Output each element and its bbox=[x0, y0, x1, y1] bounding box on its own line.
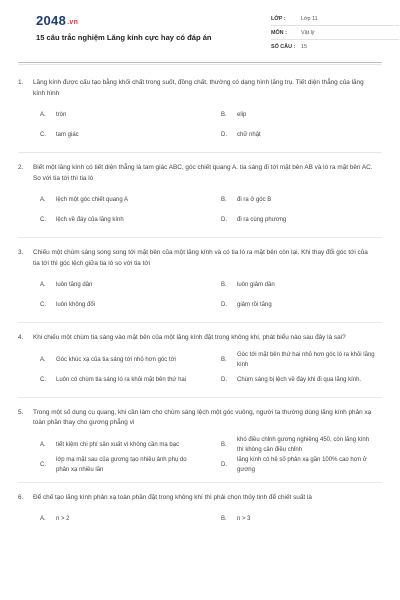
answer-option-c[interactable] bbox=[40, 126, 201, 146]
option-letter: C. bbox=[40, 376, 46, 383]
answer-option-a[interactable] bbox=[40, 276, 201, 296]
option-letter: B. bbox=[221, 441, 227, 448]
worksheet-header bbox=[18, 0, 382, 62]
option-text: khó điều chỉnh gương nghiêng 450, còn lăng kính thì không cần điều chỉnh bbox=[237, 437, 370, 453]
option-text: Góc tới mặt bên thứ hai nhỏ hơn góc ló ra khỏi lăng kính bbox=[237, 352, 375, 368]
option-letter: B. bbox=[221, 356, 227, 363]
answer-option-d[interactable] bbox=[221, 296, 382, 316]
question-separator bbox=[18, 482, 382, 483]
answer-option-b[interactable] bbox=[221, 351, 382, 371]
question-text: Để chế tạo lăng kính phản xạ toàn phần đặt trong không khí thì phải chọn thủy tinh để chiết suất là bbox=[33, 493, 312, 501]
question-separator bbox=[18, 152, 382, 153]
option-letter: A. bbox=[40, 197, 46, 204]
question-stem bbox=[18, 333, 382, 344]
question-3 bbox=[18, 248, 382, 323]
answer-option-a[interactable] bbox=[40, 106, 201, 126]
answer-option-a[interactable] bbox=[40, 191, 201, 211]
option-letter: A. bbox=[40, 441, 46, 448]
option-text: giảm rồi tăng bbox=[237, 302, 272, 309]
option-text: tiết kiệm chi phí sản xuất vì không cần mạ bạc bbox=[56, 441, 180, 448]
question-stem bbox=[18, 493, 382, 504]
meta-label: MÔN : bbox=[271, 29, 287, 36]
option-text: Chùm sáng bị lệch về đáy khi đi qua lăng kính. bbox=[237, 376, 362, 383]
question-number: 5. bbox=[18, 408, 24, 416]
option-letter: B. bbox=[221, 516, 227, 523]
meta-value: Lớp 11 bbox=[301, 15, 318, 22]
answer-option-c[interactable] bbox=[40, 456, 201, 476]
answer-options bbox=[18, 436, 382, 476]
option-text: đi ra ở góc B bbox=[237, 197, 272, 204]
question-separator bbox=[18, 322, 382, 323]
answer-option-b[interactable] bbox=[221, 436, 382, 456]
question-6 bbox=[18, 493, 382, 531]
question-separator bbox=[18, 397, 382, 398]
question-text: Lăng kính được cấu tạo bằng khối chất trong suốt, đồng chất, thường có dạng hình lăng trụ. Tiết diện thẳng của lăng kính hình bbox=[33, 79, 364, 97]
option-text: lớp mạ mặt sau của gương tạo nhiều ảnh phụ do phản xạ nhiều lần bbox=[56, 457, 187, 473]
option-text: lăng kính có hệ số phản xạ gần 100% cao hơn ở gương bbox=[237, 457, 367, 473]
option-text: đi ra cùng phương bbox=[237, 217, 287, 224]
option-text: chữ nhật bbox=[237, 132, 261, 139]
option-text: n > 2 bbox=[56, 516, 70, 523]
question-text: Trong một số dụng cụ quang, khi cần làm cho chùm sáng lệch một góc vuông, người ta thường dùng lăng kính phản xạ toàn phần thay cho gương phẳng vì bbox=[33, 408, 372, 426]
question-5 bbox=[18, 408, 382, 483]
header-divider bbox=[18, 62, 382, 63]
meta-value: 15 bbox=[301, 43, 307, 50]
option-letter: B. bbox=[221, 197, 227, 204]
option-letter: A. bbox=[40, 356, 46, 363]
answer-option-a[interactable] bbox=[40, 436, 201, 456]
answer-option-b[interactable] bbox=[221, 276, 382, 296]
meta-label: LỚP : bbox=[271, 15, 286, 22]
question-text: Biết một lăng kính có tiết diện thẳng là tam giác ABC, góc chiết quang A. tia sáng đi tới mặt bên AB và ló ra mặt bên AC. So với tia tới thì tia ló bbox=[33, 164, 373, 182]
option-text: tròn bbox=[56, 112, 67, 119]
answer-options bbox=[18, 351, 382, 391]
option-text: lệch một góc chiết quang A bbox=[56, 197, 129, 204]
option-text: Luôn có chùm tia sáng ló ra khỏi mặt bên thứ hai bbox=[56, 376, 187, 383]
question-4 bbox=[18, 333, 382, 398]
answer-option-b[interactable] bbox=[221, 510, 382, 530]
option-letter: D. bbox=[221, 461, 227, 468]
meta-info-table bbox=[271, 12, 399, 53]
option-letter: D. bbox=[221, 302, 227, 309]
answer-option-d[interactable] bbox=[221, 211, 382, 231]
question-separator bbox=[18, 237, 382, 238]
option-letter: B. bbox=[221, 112, 227, 119]
answer-option-b[interactable] bbox=[221, 106, 382, 126]
option-text: lệch về đáy của lăng kính bbox=[56, 217, 124, 224]
option-letter: A. bbox=[40, 282, 46, 289]
answer-options bbox=[18, 191, 382, 231]
logo-suffix: .vn bbox=[67, 19, 79, 26]
question-text: Chiếu một chùm sáng song song tới mặt bên của một lăng kính và có tia ló ra mặt bên còn lại. Khi thay đổi góc tới của tia tới thì góc lệch giữa tia ló so với tia tới bbox=[33, 249, 368, 267]
question-text: Khi chiếu một chùm tia sáng vào mặt bên của một lăng kính đặt trong không khí, phát biểu nào sau đây là sai? bbox=[33, 334, 346, 341]
question-number: 1. bbox=[18, 79, 24, 86]
answer-option-a[interactable] bbox=[40, 351, 201, 371]
answer-options bbox=[18, 510, 382, 530]
option-text: Góc khúc xạ của tia sáng tới nhỏ hơn góc tới bbox=[56, 356, 176, 363]
option-letter: C. bbox=[40, 302, 46, 309]
answer-options bbox=[18, 106, 382, 146]
question-list bbox=[0, 78, 400, 530]
option-text: tam giác bbox=[56, 132, 79, 139]
question-2 bbox=[18, 163, 382, 238]
meta-row-count bbox=[271, 40, 399, 53]
answer-option-c[interactable] bbox=[40, 296, 201, 316]
question-stem bbox=[18, 408, 382, 429]
option-letter: C. bbox=[40, 132, 46, 139]
option-text: n > 3 bbox=[237, 516, 251, 523]
answer-option-d[interactable] bbox=[221, 126, 382, 146]
option-text: elip bbox=[237, 112, 247, 119]
answer-option-a[interactable] bbox=[40, 510, 201, 530]
question-stem bbox=[18, 78, 382, 99]
option-text: luôn không đổi bbox=[56, 302, 96, 309]
page-title: 15 câu trắc nghiệm Lăng kính cực hay có đáp án bbox=[36, 33, 212, 42]
question-stem bbox=[18, 163, 382, 184]
question-number: 6. bbox=[18, 493, 24, 501]
option-letter: D. bbox=[221, 217, 227, 224]
meta-row-subject bbox=[271, 26, 399, 40]
option-letter: B. bbox=[221, 282, 227, 289]
header-divider-secondary bbox=[18, 64, 382, 65]
question-number: 3. bbox=[18, 249, 24, 256]
option-letter: C. bbox=[40, 217, 46, 224]
option-text: luôn giảm dần bbox=[237, 282, 275, 289]
logo-text: 2048 bbox=[36, 13, 67, 28]
answer-option-d[interactable] bbox=[221, 371, 382, 391]
meta-value: Vật lý bbox=[301, 29, 315, 36]
answer-option-d[interactable] bbox=[221, 456, 382, 476]
answer-option-c[interactable] bbox=[40, 211, 201, 231]
question-1 bbox=[18, 78, 382, 153]
answer-option-b[interactable] bbox=[221, 191, 382, 211]
site-logo[interactable] bbox=[36, 13, 78, 28]
option-text: luôn tăng dần bbox=[56, 282, 93, 289]
option-letter: A. bbox=[40, 516, 46, 523]
option-letter: D. bbox=[221, 376, 227, 383]
option-letter: C. bbox=[40, 461, 46, 468]
question-number: 2. bbox=[18, 164, 24, 171]
meta-label: SỐ CÂU : bbox=[271, 43, 296, 50]
question-stem bbox=[18, 248, 382, 269]
answer-options bbox=[18, 276, 382, 316]
answer-option-c[interactable] bbox=[40, 371, 201, 391]
option-letter: D. bbox=[221, 132, 227, 139]
meta-row-class bbox=[271, 12, 399, 26]
question-number: 4. bbox=[18, 334, 24, 341]
option-letter: A. bbox=[40, 112, 46, 119]
